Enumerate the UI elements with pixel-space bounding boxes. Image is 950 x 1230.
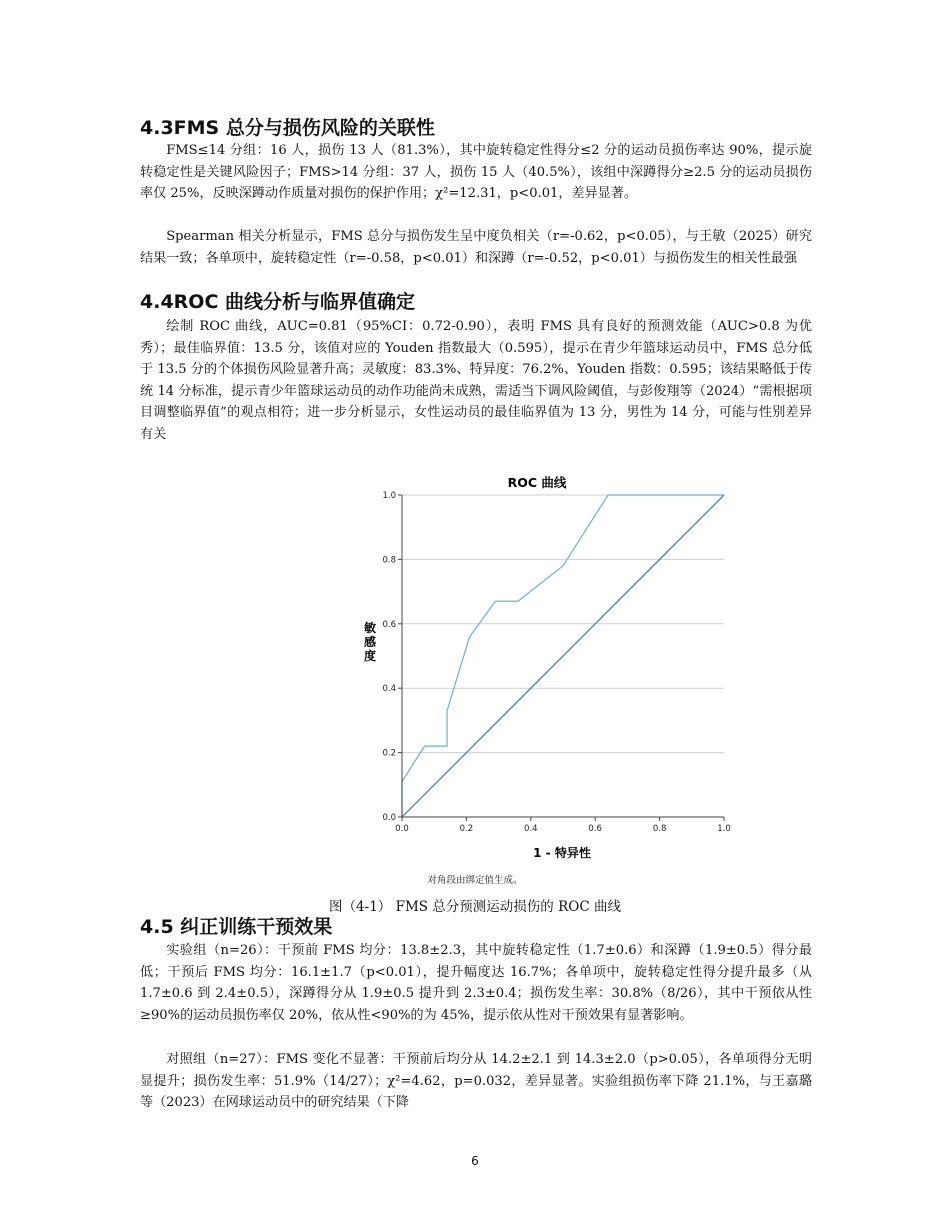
reference-diagonal-line <box>402 495 724 817</box>
x-tick-label: 0.2 <box>459 824 474 834</box>
roc-chart <box>340 470 740 870</box>
paragraph-fms-groups: FMS≤14 分组：16 人，损伤 13 人（81.3%），其中旋转稳定性得分≤2 分的运动员损伤率达 90%，提示旋转稳定性是关键风险因子；FMS>14 分组：37 人，损伤 15 人（40.5%），该组中深蹲得分≥2.5 分的运动员损伤率仅 25%，反映深蹲动作质量对损伤的保护作用；χ²=12.31，p<0.01，差异显著。 <box>140 143 812 201</box>
y-tick-label: 1.0 <box>382 491 396 501</box>
y-tick-label: 0.2 <box>382 748 396 759</box>
x-axis-label: 1 - 特异性 <box>533 846 591 860</box>
chart-title: ROC 曲线 <box>507 475 567 490</box>
x-tick-label: 1.0 <box>717 824 731 834</box>
y-tick-label: 0.0 <box>382 813 396 823</box>
section-heading-4-4: 4.4ROC 曲线分析与临界值确定 <box>140 291 415 313</box>
x-tick-label: 0.0 <box>395 824 409 834</box>
paragraph-spearman: Spearman 相关分析显示，FMS 总分与损伤发生呈中度负相关（r=-0.62，p<0.05），与王敏（2025）研究结果一致；各单项中，旋转稳定性（r=-0.58，p<0.01）和深蹲（r=-0.52，p<0.01）与损伤发生的相关性最强 <box>140 229 812 266</box>
x-tick-label: 0.4 <box>524 824 538 834</box>
section-heading-4-5: 4.5 纠正训练干预效果 <box>140 916 333 938</box>
x-tick-label: 0.6 <box>588 824 602 834</box>
page-number: 6 <box>471 1154 479 1168</box>
section-heading-4-3: 4.3FMS 总分与损伤风险的关联性 <box>140 117 435 139</box>
chart-series <box>402 495 724 817</box>
y-tick-label: 0.8 <box>382 555 396 566</box>
y-tick-label: 0.6 <box>382 619 396 630</box>
x-tick-label: 0.8 <box>652 824 667 834</box>
y-tick-label: 0.4 <box>382 684 396 695</box>
chart-gridlines <box>402 495 724 753</box>
figure-caption: 图（4-1） FMS 总分预测运动损伤的 ROC 曲线 <box>329 899 621 915</box>
paragraph-roc-analysis: 绘制 ROC 曲线，AUC=0.81（95%CI：0.72-0.90），表明 FMS 具有良好的预测效能（AUC>0.8 为优秀）；最佳临界值：13.5 分，该值对应的 Youden 指数最大（0.595），提示在青少年篮球运动员中，FMS 总分低于 13.5 分的个体损伤风险显著升高；灵敏度：83.3%、特异度：76.2%、Youden 指数：0.595；该结果略低于传统 14 分标准，提示青少年篮球运动员的动作功能尚未成熟，需适当下调风险阈值，与彭俊翔等（2024）“需根据项目调整临界值”的观点相符；进一步分析显示，女性运动员的最佳临界值为 13 分，男性为 14 分，可能与性别差异有关 <box>140 319 812 442</box>
figure-note: 对角段由绑定值生成。 <box>427 875 523 886</box>
paragraph-control-group: 对照组（n=27）：FMS 变化不显著：干预前后均分从 14.2±2.1 到 14.3±2.0（p>0.05），各单项得分无明显提升；损伤发生率：51.9%（14/27）；χ²=4.62，p=0.032，差异显著。实验组损伤率下降 21.1%，与王嘉璐等（2023）在网球运动员中的研究结果（下降 <box>140 1052 812 1110</box>
y-axis-label: 敏感度 <box>364 621 377 663</box>
paragraph-experiment-group: 实验组（n=26）：干预前 FMS 均分：13.8±2.3，其中旋转稳定性（1.7±0.6）和深蹲（1.9±0.5）得分最低；干预后 FMS 均分：16.1±1.7（p<0.01），提升幅度达 16.7%；各单项中，旋转稳定性得分提升最多（从 1.7±0.6 到 2.4±0.5），深蹲得分从 1.9±0.5 提升到 2.3±0.4；损伤发生率：30.8%（8/26），其中干预依从性≥90%的运动员损伤率仅 20%，依从性<90%的为 45%，提示依从性对干预效果有显著影响。 <box>140 943 812 1023</box>
